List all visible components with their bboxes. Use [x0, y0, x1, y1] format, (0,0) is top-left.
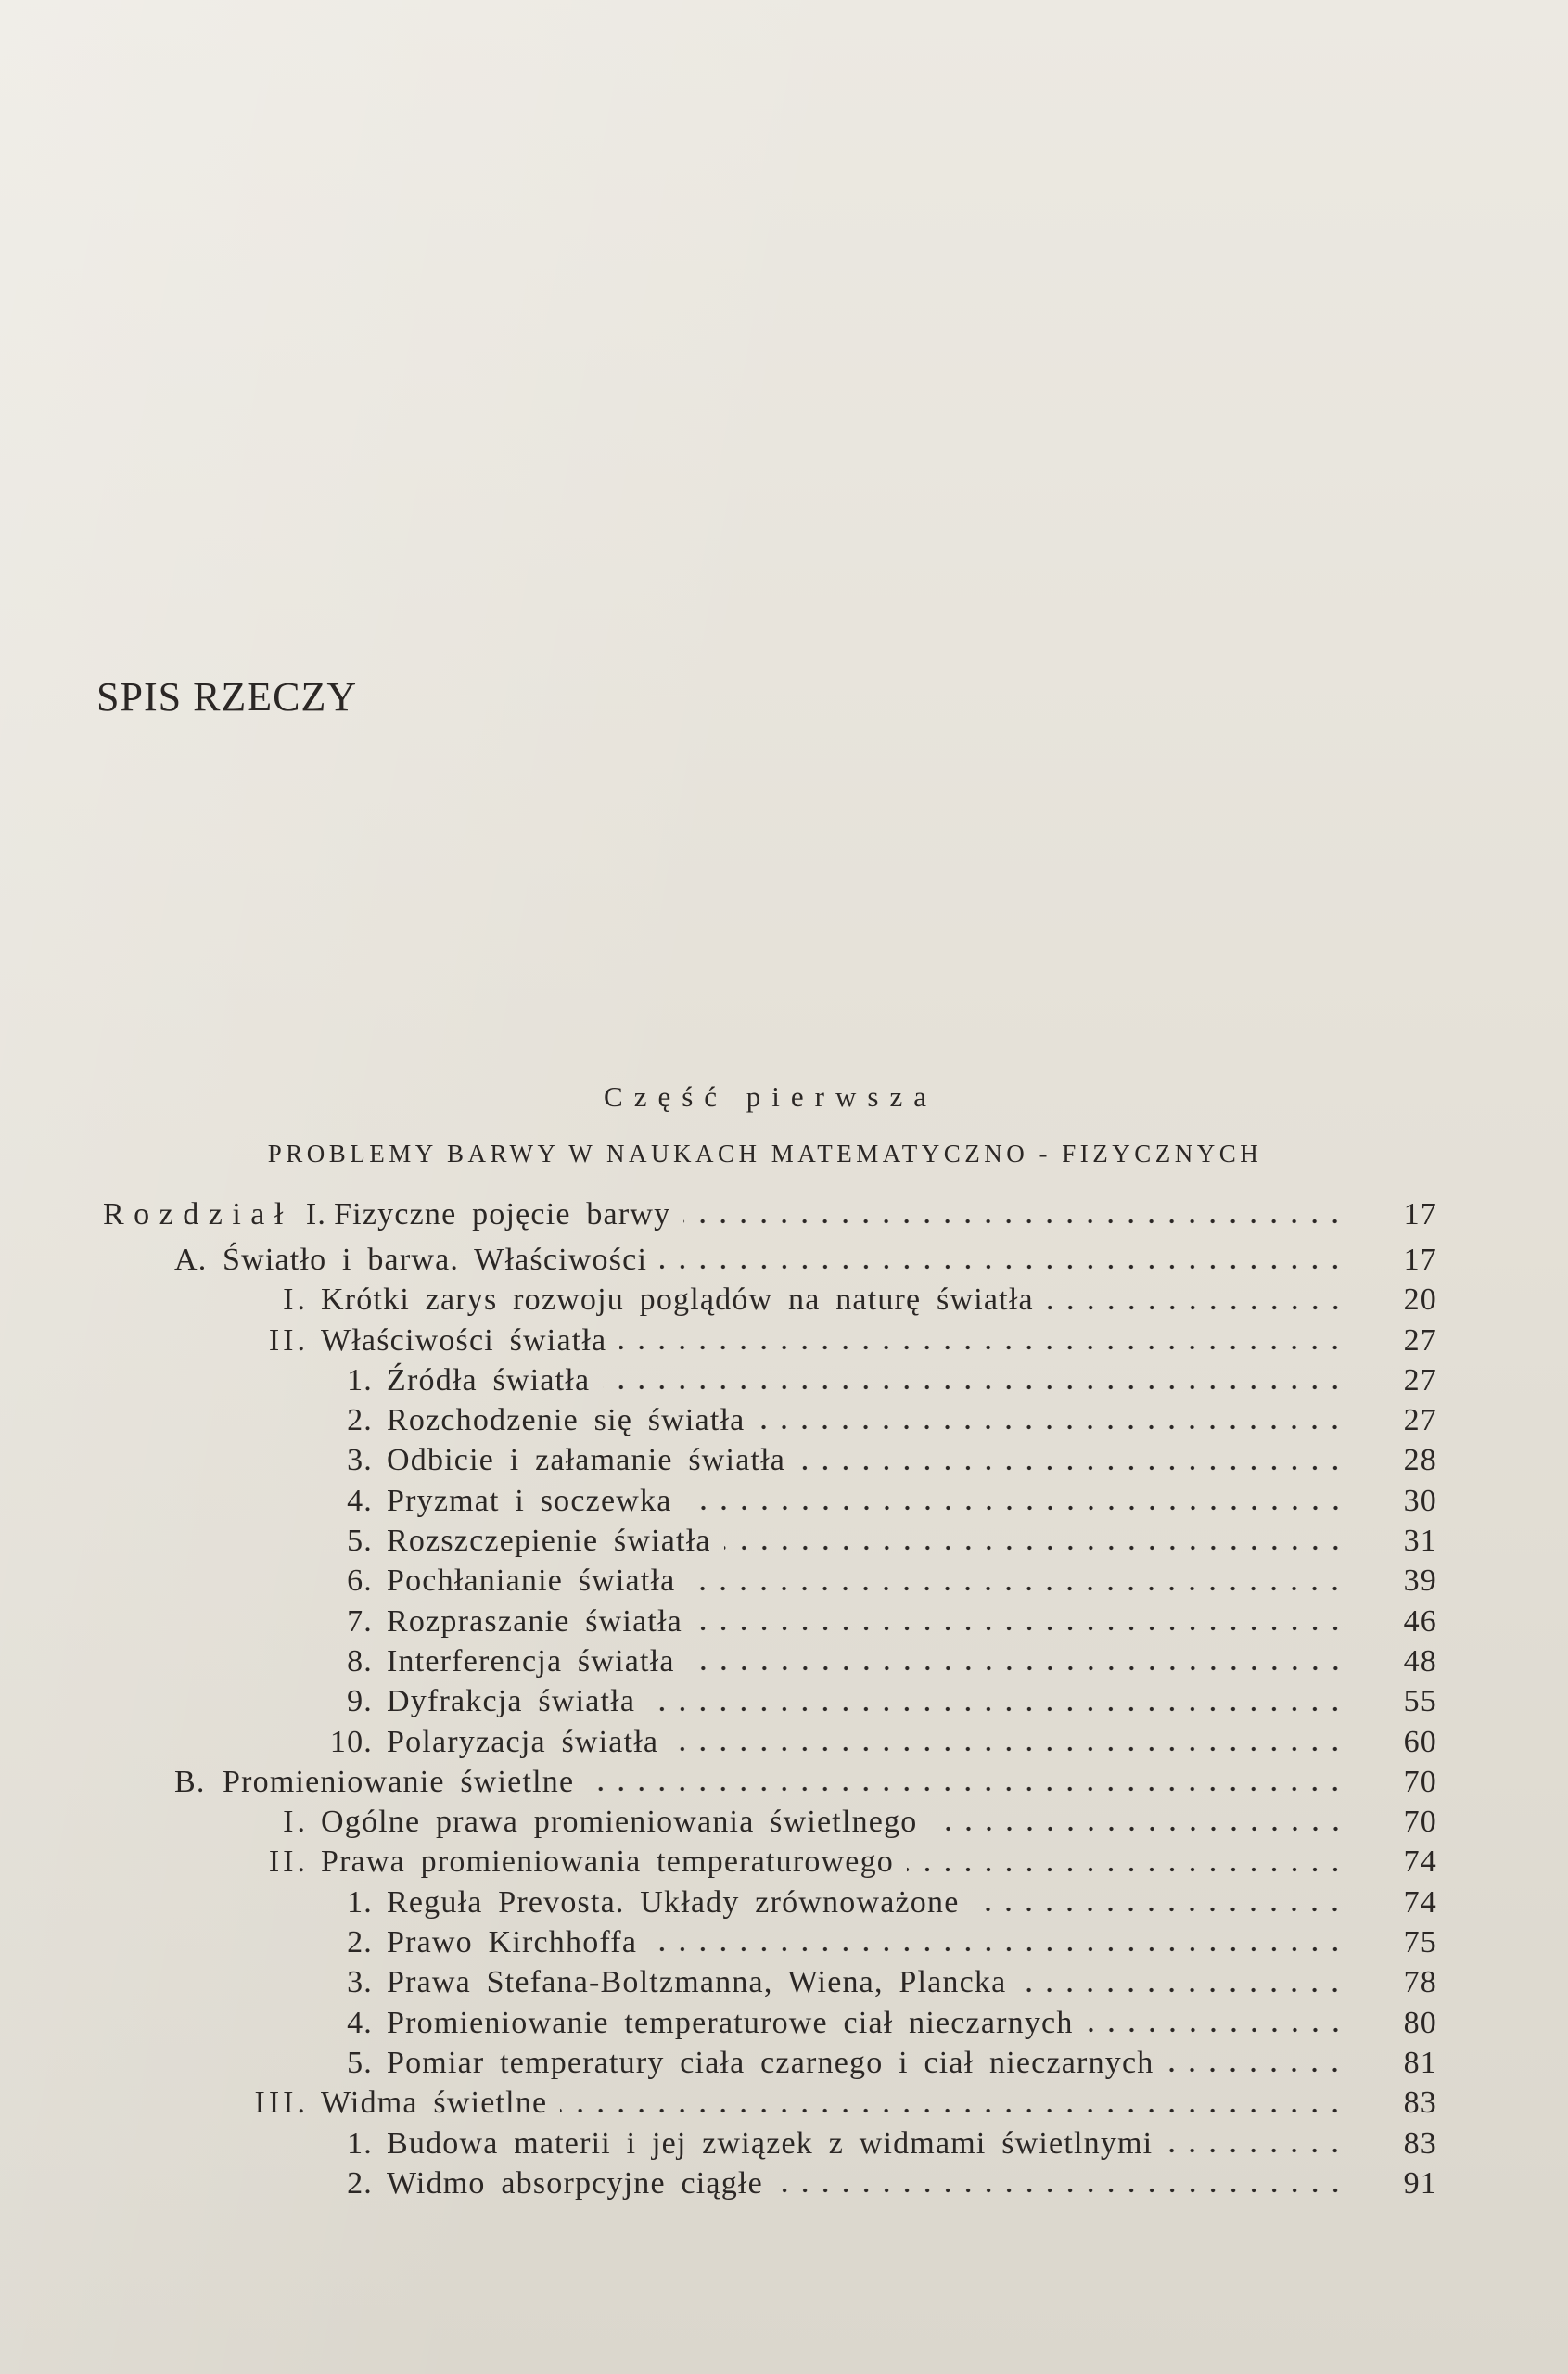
page-number: 78 — [1403, 1965, 1437, 2000]
subsection-title: Prawa promieniowania temperaturowego — [321, 1844, 895, 1880]
toc-subsection — [0, 1802, 1568, 1842]
dot-leader — [1019, 1962, 1345, 2002]
dot-leader — [776, 2163, 1345, 2203]
dot-leader — [650, 1922, 1345, 1962]
page-number: 20 — [1403, 1283, 1437, 1318]
subsection-number: II. — [268, 1844, 309, 1880]
item-title: Prawa Stefana-Boltzmanna, Wiena, Plancka — [387, 1965, 1007, 2000]
item-title: Dyfrakcja światła — [387, 1684, 636, 1719]
toc-item — [0, 1641, 1568, 1681]
toc-item — [0, 1561, 1568, 1601]
item-line — [387, 1883, 1345, 1922]
toc-chapter — [0, 1194, 1568, 1240]
page-number: 91 — [1403, 2165, 1437, 2201]
item-title: Budowa materii i jej związek z widmami świetlnymi — [387, 2125, 1154, 2161]
item-number: 4. — [347, 1483, 373, 1518]
item-number: 6. — [347, 1564, 373, 1599]
item-number: 4. — [347, 2005, 373, 2040]
page-number: 30 — [1403, 1483, 1437, 1518]
section-line — [223, 1240, 1345, 1280]
item-title: Źródła światła — [387, 1362, 591, 1398]
subsection-number: I. — [283, 1283, 309, 1318]
dot-leader — [798, 1440, 1345, 1480]
dot-leader — [972, 1883, 1345, 1922]
page-number: 39 — [1403, 1564, 1437, 1599]
toc-item — [0, 2163, 1568, 2203]
part-label: Część pierwsza — [604, 1080, 937, 1113]
toc-section — [0, 1240, 1568, 1280]
toc-item — [0, 1521, 1568, 1561]
toc-item — [0, 1400, 1568, 1440]
subsection-number: II. — [268, 1322, 309, 1358]
item-line — [387, 2003, 1345, 2043]
page-number: 17 — [1403, 1243, 1437, 1277]
toc-item — [0, 2124, 1568, 2163]
toc-subsection — [0, 1280, 1568, 1320]
item-number: 2. — [347, 2165, 373, 2201]
chapter-title: Fizyczne pojęcie barwy — [334, 1197, 671, 1232]
dot-leader — [1047, 1280, 1345, 1320]
toc-item — [0, 1722, 1568, 1762]
dot-leader — [931, 1802, 1346, 1842]
subsection-title: Ogólne prawa promieniowania świetlnego — [321, 1805, 918, 1840]
item-number: 7. — [347, 1603, 373, 1639]
item-line — [387, 1681, 1345, 1721]
item-number: 9. — [347, 1684, 373, 1719]
section-title: Światło i barwa. Właściwości — [223, 1243, 648, 1277]
page-number: 55 — [1403, 1684, 1437, 1719]
page-number: 83 — [1403, 2086, 1437, 2121]
page-number: 70 — [1403, 1764, 1437, 1799]
toc-item — [0, 1922, 1568, 1962]
subsection-line — [321, 1842, 1345, 1882]
toc-item — [0, 1883, 1568, 1922]
item-number: 2. — [347, 1925, 373, 1960]
subsection-title: Widma świetlne — [321, 2086, 548, 2121]
toc-item — [0, 1481, 1568, 1521]
subsection-number: I. — [283, 1805, 309, 1840]
item-title: Reguła Prevosta. Układy zrównoważone — [387, 1884, 960, 1920]
item-number: 5. — [347, 1524, 373, 1559]
item-title: Pomiar temperatury ciała czarnego i ciał nieczarnych — [387, 2045, 1154, 2080]
subsection-line — [321, 1802, 1345, 1842]
toc-item — [0, 1602, 1568, 1641]
item-title: Promieniowanie temperaturowe ciał nieczarnych — [387, 2005, 1074, 2040]
dot-leader — [1087, 2003, 1345, 2043]
page-number: 31 — [1403, 1524, 1437, 1559]
item-line — [387, 1962, 1345, 2002]
item-title: Pryzmat i soczewka — [387, 1483, 672, 1518]
item-number: 1. — [347, 2125, 373, 2161]
toc-item — [0, 1681, 1568, 1721]
item-title: Rozszczepienie światła — [387, 1524, 711, 1559]
subsection-line — [321, 1321, 1345, 1360]
dot-leader — [560, 2083, 1345, 2123]
item-title: Prawo Kirchhoffa — [387, 1925, 638, 1960]
dot-leader — [688, 1561, 1345, 1601]
item-line — [387, 2124, 1345, 2163]
item-number: 8. — [347, 1643, 373, 1678]
dot-leader — [685, 1481, 1345, 1521]
item-line — [387, 1602, 1345, 1641]
subsection-line — [321, 1280, 1345, 1320]
section-title: Promieniowanie świetlne — [223, 1764, 575, 1799]
dot-leader — [688, 1641, 1345, 1681]
item-line — [387, 1440, 1345, 1480]
dot-leader — [758, 1400, 1345, 1440]
page-number: 74 — [1403, 1884, 1437, 1920]
item-line — [387, 1521, 1345, 1561]
item-line — [387, 1561, 1345, 1601]
page-number: 27 — [1403, 1362, 1437, 1398]
item-number: 1. — [347, 1884, 373, 1920]
toc-item — [0, 2003, 1568, 2043]
dot-leader — [695, 1602, 1345, 1641]
page-number: 48 — [1403, 1643, 1437, 1678]
item-title: Rozchodzenie się światła — [387, 1403, 746, 1438]
page-number: 83 — [1403, 2125, 1437, 2161]
dot-leader — [683, 1194, 1345, 1234]
subsection-title: Właściwości światła — [321, 1322, 607, 1358]
item-line — [387, 1722, 1345, 1762]
item-line — [387, 1360, 1345, 1400]
item-number: 3. — [347, 1965, 373, 2000]
item-line — [387, 1481, 1345, 1521]
toc-subsection — [0, 1321, 1568, 1360]
item-number: 5. — [347, 2045, 373, 2080]
page-number: 28 — [1403, 1443, 1437, 1478]
toc-subsection — [0, 1842, 1568, 1882]
dot-leader — [1166, 2043, 1345, 2083]
item-line — [387, 2043, 1345, 2083]
item-line — [387, 1922, 1345, 1962]
page-number: 17 — [1403, 1197, 1437, 1232]
item-title: Polaryzacja światła — [387, 1724, 659, 1759]
section-number: B. — [174, 1764, 206, 1799]
toc-item — [0, 2043, 1568, 2083]
dot-leader — [724, 1521, 1345, 1561]
chapter-number: I. — [305, 1197, 327, 1232]
item-number: 3. — [347, 1443, 373, 1478]
table-of-contents — [0, 1194, 1568, 2203]
page-number: 27 — [1403, 1403, 1437, 1438]
dot-leader — [1166, 2124, 1345, 2163]
item-number: 2. — [347, 1403, 373, 1438]
item-number: 1. — [347, 1362, 373, 1398]
toc-section — [0, 1762, 1568, 1802]
dot-leader — [587, 1762, 1345, 1802]
toc-item — [0, 1440, 1568, 1480]
page-number: 74 — [1403, 1844, 1437, 1880]
page-number: 27 — [1403, 1322, 1437, 1358]
item-line — [387, 1641, 1345, 1681]
chapter-line — [103, 1194, 1345, 1234]
section-line — [223, 1762, 1345, 1802]
page-number: 70 — [1403, 1805, 1437, 1840]
dot-leader — [671, 1722, 1345, 1762]
page-number: 75 — [1403, 1925, 1437, 1960]
item-title: Odbicie i załamanie światła — [387, 1443, 786, 1478]
item-line — [387, 1400, 1345, 1440]
section-number: A. — [174, 1243, 208, 1277]
item-line — [387, 2163, 1345, 2203]
page-number: 81 — [1403, 2045, 1437, 2080]
page-number: 60 — [1403, 1724, 1437, 1759]
page-title: SPIS RZECZY — [96, 674, 358, 720]
item-title: Widmo absorpcyjne ciągłe — [387, 2165, 763, 2201]
dot-leader — [660, 1240, 1345, 1280]
item-number: 10. — [329, 1724, 373, 1759]
subsection-title: Krótki zarys rozwoju poglądów na naturę światła — [321, 1283, 1034, 1318]
subsection-line — [321, 2083, 1345, 2123]
part-title: PROBLEMY BARWY W NAUKACH MATEMATYCZNO - FIZYCZNYCH — [267, 1140, 1263, 1168]
toc-item — [0, 1962, 1568, 2002]
chapter-prefix: Rozdział — [103, 1197, 293, 1232]
toc-item — [0, 1360, 1568, 1400]
dot-leader — [648, 1681, 1345, 1721]
item-title: Interferencja światła — [387, 1643, 675, 1678]
dot-leader — [619, 1321, 1345, 1360]
item-title: Rozpraszanie światła — [387, 1603, 682, 1639]
dot-leader — [603, 1360, 1345, 1400]
subsection-number: III. — [254, 2086, 309, 2121]
page-number: 80 — [1403, 2005, 1437, 2040]
item-title: Pochłanianie światła — [387, 1564, 676, 1599]
toc-subsection — [0, 2083, 1568, 2123]
dot-leader — [907, 1842, 1345, 1882]
page-number: 46 — [1403, 1603, 1437, 1639]
